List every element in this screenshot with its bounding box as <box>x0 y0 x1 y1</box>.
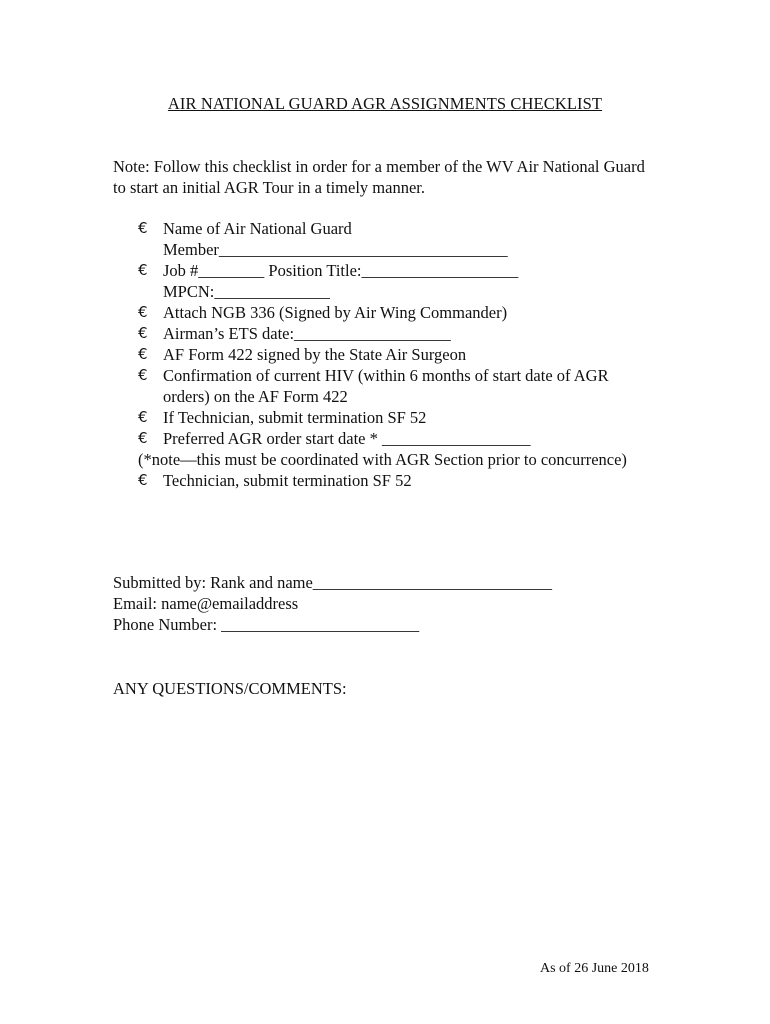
euro-bullet-icon: € <box>138 429 148 447</box>
checklist-item-text: Name of Air National Guard <box>163 219 352 238</box>
checklist-item-hiv <box>138 365 658 407</box>
checklist-item-text: Attach NGB 336 (Signed by Air Wing Commander) <box>163 303 508 322</box>
phone-line: Phone Number: ________________________ <box>113 615 420 634</box>
euro-bullet-icon: € <box>138 471 148 489</box>
coordination-note-text: (*note—this must be coordinated with AGR Section prior to concurrence) <box>138 450 627 469</box>
checklist <box>138 218 658 491</box>
instruction-note: Note: Follow this checklist in order for a member of the WV Air National Guard to start an initial AGR Tour in a timely manner. <box>113 157 645 197</box>
mpcn-blank: MPCN:______________ <box>163 282 330 301</box>
checklist-item-technician-termination <box>138 407 658 428</box>
checklist-item-text: Technician, submit termination SF 52 <box>163 471 412 490</box>
checklist-item-technician-sf52 <box>138 470 658 491</box>
checklist-item-text: AF Form 422 signed by the State Air Surgeon <box>163 345 467 364</box>
submitter-block <box>113 572 673 635</box>
checklist-item-start-date <box>138 428 658 449</box>
euro-bullet-icon: € <box>138 366 148 384</box>
euro-bullet-icon: € <box>138 303 148 321</box>
submitted-by-line: Submitted by: Rank and name_____________________________ <box>113 573 553 592</box>
checklist-item-ets-date <box>138 323 658 344</box>
euro-bullet-icon: € <box>138 345 148 363</box>
euro-bullet-icon: € <box>138 408 148 426</box>
checklist-item-job <box>138 260 658 302</box>
start-date-blank: Preferred AGR order start date * __________________ <box>163 429 531 448</box>
job-position-blank: Job #________ Position Title:___________________ <box>163 261 519 280</box>
checklist-item-ngb336 <box>138 302 658 323</box>
checklist-item-af-form-422 <box>138 344 658 365</box>
euro-bullet-icon: € <box>138 324 148 342</box>
email-line: Email: name@emailaddress <box>113 594 299 613</box>
document-title: AIR NATIONAL GUARD AGR ASSIGNMENTS CHECKLIST <box>167 94 603 113</box>
euro-bullet-icon: € <box>138 219 148 237</box>
checklist-item-member-name <box>138 218 658 260</box>
questions-heading: ANY QUESTIONS/COMMENTS: <box>113 679 347 698</box>
coordination-note <box>138 449 658 470</box>
ets-date-blank: Airman’s ETS date:___________________ <box>163 324 451 343</box>
revision-date: As of 26 June 2018 <box>540 961 649 976</box>
euro-bullet-icon: € <box>138 261 148 279</box>
checklist-item-text: Confirmation of current HIV (within 6 months of start date of AGR orders) on the AF Form 422 <box>163 366 609 406</box>
checklist-item-text: If Technician, submit termination SF 52 <box>163 408 427 427</box>
member-name-blank: Member___________________________________ <box>163 240 508 259</box>
